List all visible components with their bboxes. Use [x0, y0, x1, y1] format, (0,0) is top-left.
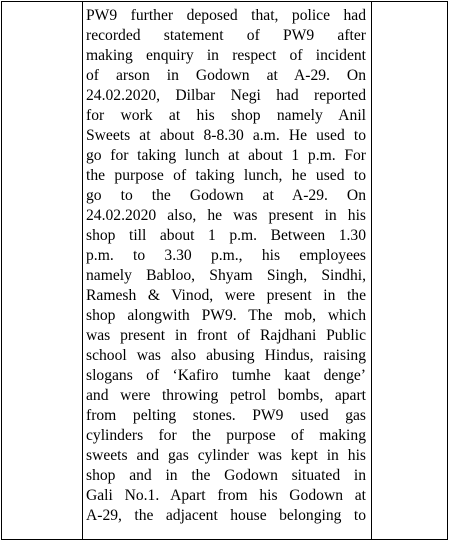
table-cell-left	[2, 2, 83, 539]
paragraph-line: Ramesh & Vinod, were present in the	[86, 287, 366, 304]
paragraph-line: sweets and gas cylinder was kept in his	[86, 447, 366, 464]
paragraph-line: shop till about 1 p.m. Between 1.30	[86, 227, 366, 244]
paragraph-line: p.m. to 3.30 p.m., his employees	[86, 247, 366, 264]
paragraph-line: go to the Godown at A-29. On	[86, 187, 366, 204]
paragraph-line: 24.02.2020, Dilbar Negi had reported	[86, 87, 366, 104]
paragraph-line: 24.02.2020 also, he was present in his	[86, 207, 366, 224]
table-cell-right	[372, 2, 447, 539]
paragraph-line: PW9 further deposed that, police had	[86, 7, 366, 24]
paragraph-line: recorded statement of PW9 after	[86, 27, 366, 44]
paragraph-line: slogans of ‘Kafiro tumhe kaat denge’	[86, 367, 366, 384]
paragraph-line: was present in front of Rajdhani Public	[86, 327, 366, 344]
paragraph-line: of arson in Godown at A-29. On	[86, 67, 366, 84]
paragraph-line: school was also abusing Hindus, raising	[86, 347, 366, 364]
paragraph-line: shop alongwith PW9. The mob, which	[86, 307, 366, 324]
paragraph-line: namely Babloo, Shyam Singh, Sindhi,	[86, 267, 366, 284]
paragraph-line: and were throwing petrol bombs, apart	[86, 387, 366, 404]
paragraph-line: making enquiry in respect of incident	[86, 47, 366, 64]
paragraph-line: cylinders for the purpose of making	[86, 427, 366, 444]
paragraph-line: A-29, the adjacent house belonging to	[86, 507, 366, 524]
paragraph-line: from pelting stones. PW9 used gas	[86, 407, 366, 424]
paragraph-line: go for taking lunch at about 1 p.m. For	[86, 147, 366, 164]
paragraph-line: Gali No.1. Apart from his Godown at	[86, 487, 366, 504]
paragraph-line: Sweets at about 8-8.30 a.m. He used to	[86, 127, 366, 144]
paragraph-line: the purpose of taking lunch, he used to	[86, 167, 366, 184]
paragraph-line: shop and in the Godown situated in	[86, 467, 366, 484]
paragraph-line: for work at his shop namely Anil	[86, 107, 366, 124]
